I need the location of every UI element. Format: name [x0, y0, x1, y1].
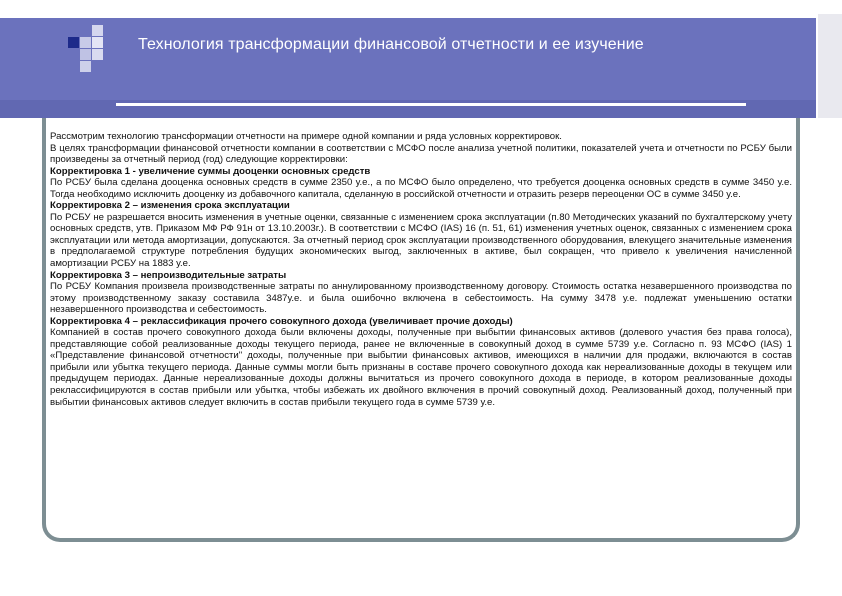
title-underline — [116, 103, 746, 106]
checker-squares-icon — [68, 25, 112, 71]
page-title: Технология трансформации финансовой отчетности и ее изучение — [138, 36, 644, 53]
adjustment-4-heading: Корректировка 4 – реклассификация прочего совокупного дохода (увеличивает прочие доходы) — [50, 315, 513, 327]
intro-paragraph-2: В целях трансформации финансовой отчетности компании в соответствии с МСФО после анализа учетной политики, показателей учета и отчетности по РСБУ были произведены за отчетный период (год) следующие корректировки: — [50, 142, 792, 166]
header-corner-inner — [818, 14, 842, 118]
adjustment-2-text: По РСБУ не разрешается вносить изменения в учетные оценки, связанные с изменением срока эксплуатации (п.80 Методических указаний по бухгалтерскому учету основных средств, утв. Приказом МФ РФ 91н от 13.10.2003г.). В соответствии с МСФО (IAS) 16 (п. 51, 61) изменения учетных оценок, связанных с изменением срока эксплуатации или метода амортизации, допускаются. За отчетный период срок эксплуатации производственного оборудования, влекущего значительные изменения в предполагаемой структуре потребления будущих экономических выгод, заключенных в активе, был сокращен, что привело к увеличения начисленной амортизации РСБУ на 1883 у.е. — [50, 211, 792, 270]
adjustment-2-heading: Корректировка 2 – изменения срока эксплуатации — [50, 200, 290, 212]
adjustment-3-text: По РСБУ Компания произвела производственные затраты по аннулированному производственному договору. Стоимость остатка незавершенного производства по этому производственному заказу составила 3487у.е. и была ошибочно включена в себестоимость. На сумму 3478 у.е. подлежат уменьшению остатки незавершенного производства и себестоимость. — [50, 281, 792, 316]
adjustment-1-heading: Корректировка 1 - увеличение суммы дооценки основных средств — [50, 165, 371, 177]
intro-paragraph-1: Рассмотрим технологию трансформации отчетности на примере одной компании и ряда условных корректировок. — [50, 131, 562, 142]
header-notch — [786, 14, 816, 18]
adjustment-3-heading: Корректировка 3 – непроизводительные затраты — [50, 269, 287, 281]
adjustment-4-text: Компанией в состав прочего совокупного дохода были включены доходы, полученные при выбытии финансовых активов (долевого участия без права голоса), представляющие собой реализованные доходы текущего периода, ранее не включенные в совокупный доход в сумме 5739 у.е. Согласно п. 93 МСФО (IAS) 1 «Представление финансовой отчетности" доходы, полученные при выбытии финансовых активов, имеющихся в наличии для продажи, включаются в состав прибыли или убытка текущего периода. Данные суммы могли быть признаны в составе прочего совокупного дохода как нереализованные доходы в текущем или предыдущем периодах. Данные нереализованные доходы должны вычитаться из прочего совокупного дохода в периоде, в котором реализованные доходы реклассифицируются в состав прибыли или убытка, чтобы избежать их двойного включения в прочий совокупный доход. Реализованный доход, полученный при выбытии финансовых активов следует включить в состав прибыли текущего года в сумме 5739 у.е. — [50, 327, 792, 408]
content-body — [50, 131, 792, 408]
adjustment-1-text: По РСБУ была сделана дооценка основных средств в сумме 2350 у.е., а по МСФО было определено, что требуется дооценка основных средств в сумме 3450 у.е. Тогда необходимо исключить дооценку из добавочного капитала, сделанную в российской отчетности и отразить резерв переоценки ОС в сумме 3450 у.е. — [50, 177, 792, 200]
